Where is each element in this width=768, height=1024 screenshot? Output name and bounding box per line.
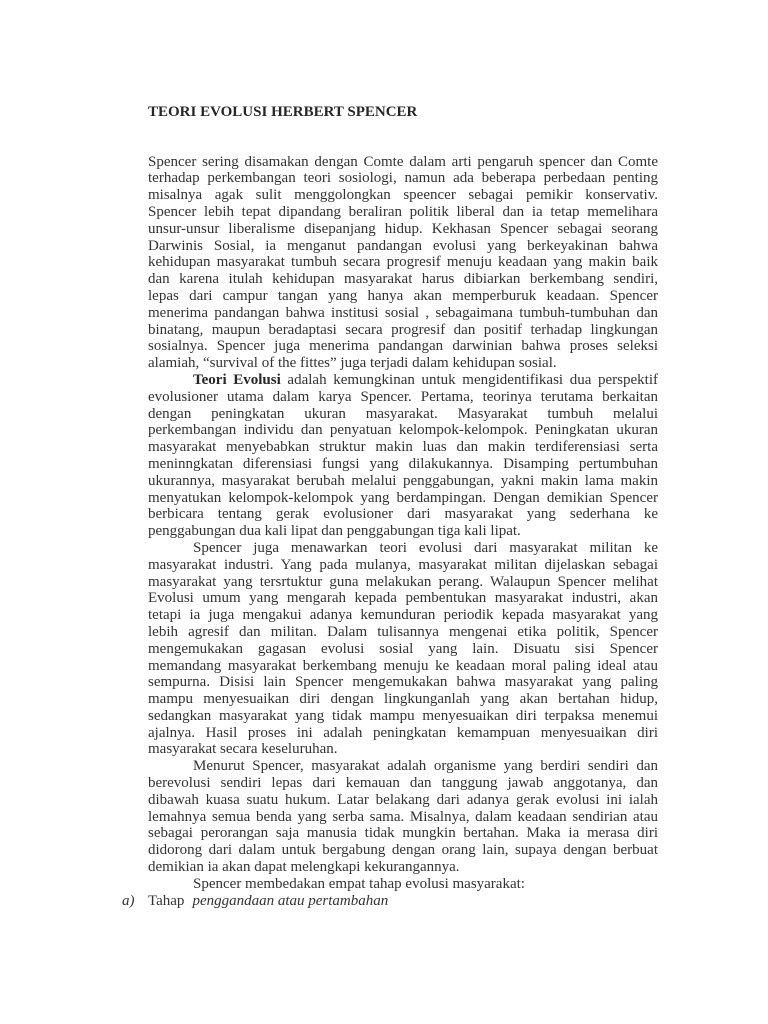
text-line: misalnya agak sulit menggolongkan speencer sebagai pemikir konservativ. [148,187,658,204]
text-line: sedangkan masyarakat yang tidak mampu menyesuaikan diri terpaksa menemui [148,707,658,724]
text-line: tetapi ia juga mengakui adanya kemunduran periodik kepada masyarakat yang [148,607,658,624]
text-line: lebih agresif dan militan. Dalam tulisannya mengenai etika politik, Spencer [148,623,658,640]
text-line: dan karena itulah kehidupan masyarakat harus dibiarkan berkembang sendiri, [148,271,658,288]
text-line: lemahnya semua benda yang serba sama. Misalnya, dalam keadaan sendirian atau [148,808,658,825]
text-line: berevolusi sendiri lepas dari kemauan dan tanggung jawab anggotanya, dan [148,775,658,792]
text-line: sempurna. Disisi lain Spencer mengemukakan bahwa masyarakat yang paling [148,674,658,691]
text-line: unsur-unsur liberalisme disepanjang hidup. Kekhasan Spencer sebagai seorang [148,220,658,237]
list-marker: a) [122,892,135,909]
paragraph [148,758,658,876]
text-line: Menurut Spencer, masyarakat adalah organisme yang berdiri sendiri dan [193,758,658,775]
text-line [193,372,658,389]
list-item-emphasis: penggandaan atau pertambahan [192,892,389,909]
text-line: masyarakat secara keseluruhan. [148,741,338,758]
text-line: memandang masyarakat berkembang menuju ke keadaan moral paling ideal atau [148,657,658,674]
paragraph [148,372,658,540]
text-line: dibawah kuasa suatu hukum. Latar belakang dari adanya gerak evolusi ini ialah [148,791,658,808]
text-line: alamiah, “survival of the fittes” juga terjadi dalam kehidupan sosial. [148,355,557,372]
text-line: sosialnya. Spencer juga menerima pandangan darwinian bahwa proses seleksi [148,338,658,355]
paragraph [148,154,658,372]
text-line: meninngkatan diferensiasi fungsi yang dilakukannya. Disamping pertumbuhan [148,455,658,472]
text-line: Evolusi umum yang mengarah kepada pembentukan masyarakat industri, akan [148,590,658,607]
list-item-label: Tahap [148,892,185,909]
text-line: binatang, maupun beradaptasi secara progresif dan positif terhadap lingkungan [148,321,658,338]
text-line: Spencer sering disamakan dengan Comte dalam arti pengaruh spencer dan Comte [148,153,658,170]
text-line: lepas dari campur tangan yang hanya akan memperburuk keadaan. Spencer [148,287,658,304]
text-line: sebagai perorangan saja manusia tidak mungkin bertahan. Maka ia merasa diri [148,825,658,842]
text-line: Spencer juga menawarkan teori evolusi dari masyarakat militan ke [193,539,658,556]
text-line: Darwinis Sosial, ia menganut pandangan evolusi yang berkeyakinan bahwa [148,237,658,254]
text-line: ukurannya, masyarakat berubah melalui penggabungan, yakni makin lama makin [148,472,658,489]
text-line: evolusioner utama dalam karya Spencer. Pertama, teorinya terutama berkaitan [148,388,658,405]
paragraph [148,540,658,758]
text-line: kehidupan masyarakat tumbuh secara progresif menuju keadaan yang makin baik [148,254,658,271]
text-line: berbicara tentang gerak evolusioner dari masyarakat yang sederhana ke [148,506,658,523]
text-line: mengemukakan gagasan evolusi sosial yang lain. Disuatu sisi Spencer [148,640,658,657]
list-item [122,892,658,910]
text-line: penggabungan dua kali lipat dan penggabungan tiga kali lipat. [148,523,521,540]
text-line: perkembangan individu dan penyatuan kelompok-kelompok. Peningkatan ukuran [148,422,658,439]
text-line: masyarakat yang tersrtuktur guna melakukan perang. Walaupun Spencer melihat [148,573,658,590]
text-line: Spencer membedakan empat tahap evolusi masyarakat: [193,875,525,892]
paragraph [148,876,658,893]
text-line: menyatukan kelompok-kelompok yang berdampingan. Dengan demikian Spencer [148,489,658,506]
text-line: ajalnya. Hasil proses ini adalah peningkatan kemampuan menyesuaikan diri [148,724,658,741]
text-line: demikian ia akan dapat melengkapi kekurangannya. [148,859,460,876]
text-line: masyarakat industri. Yang pada mulanya, masyarakat militan dijelaskan sebagai [148,556,658,573]
text-segment: adalah kemungkinan untuk mengidentifikasi dua perspektif [287,371,659,388]
text-line: terhadap perkembangan teori sosiologi, namun ada beberapa perbedaan penting [148,170,658,187]
document-title: TEORI EVOLUSI HERBERT SPENCER [148,103,418,120]
text-line: dengan peningkatan ukuran masyarakat. Masyarakat tumbuh melalui [148,405,658,422]
text-line: masyarakat menyebabkan struktur makin luas dan makin terdiferensiasi serta [148,439,658,456]
text-line: menerima pandangan bahwa institusi sosial , sebagaimana tumbuh-tumbuhan dan [148,304,658,321]
text-line: didorong dari dalam untuk bergabung dengan orang lain, supaya dengan berbuat [148,842,658,859]
text-line: mampu menyesuaikan diri dengan lingkunganlah yang akan bertahan hidup, [148,691,658,708]
document-body [122,153,659,910]
bold-term: Teori Evolusi [193,371,281,388]
text-line: Spencer lebih tepat dipandang beraliran politik liberal dan ia tetap memelihara [148,203,658,220]
